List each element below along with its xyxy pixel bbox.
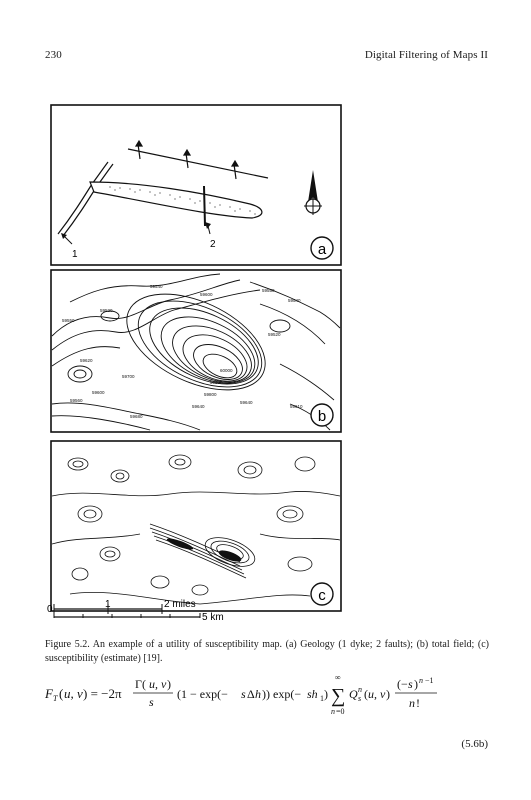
svg-text:s: s [358,694,362,703]
panel-a-label: a [317,241,327,258]
svg-text:(: ( [364,687,368,701]
svg-text:59540: 59540 [288,298,301,303]
svg-text:n: n [358,685,362,694]
svg-text:Q: Q [349,687,358,701]
svg-text:60000: 60000 [220,368,233,373]
svg-text:59620: 59620 [80,358,93,363]
svg-text:59550: 59550 [62,318,75,323]
svg-text:59560: 59560 [70,398,83,403]
scale-miles-0: 0 [47,604,53,615]
svg-text:59610: 59610 [290,404,303,409]
svg-text:59700: 59700 [122,374,135,379]
svg-text:s: s [149,695,154,709]
svg-text:(: ( [59,686,64,701]
panel-b-label: b [317,408,327,425]
scale-miles-1: 1 [105,599,111,610]
svg-text:59680: 59680 [130,414,143,419]
svg-text:59600: 59600 [92,390,105,395]
svg-text:)) exp(−: )) exp(− [262,687,302,701]
svg-text:h: h [255,687,261,701]
fault-label: 2 [210,239,216,250]
svg-text:u, v: u, v [149,677,167,691]
svg-text:59550: 59550 [262,288,275,293]
svg-text:Γ(: Γ( [135,677,146,691]
svg-text:59640: 59640 [240,400,253,405]
svg-text:s: s [408,677,413,691]
svg-text:u, v: u, v [64,686,83,701]
svg-text:n: n [419,676,423,685]
svg-text:59600: 59600 [200,292,213,297]
scale-miles-2: 2 miles [164,599,196,610]
svg-text:59640: 59640 [192,404,205,409]
panel-a [51,105,341,265]
svg-text:F: F [45,686,53,701]
svg-text:n: n [409,696,415,710]
svg-text:−1: −1 [425,676,434,685]
running-title: Digital Filtering of Maps II [364,49,488,61]
page-number: 230 [45,49,62,61]
svg-text:u, v: u, v [368,687,386,701]
svg-text:n: n [331,707,335,716]
svg-text:!: ! [416,696,420,710]
svg-text:): ) [324,687,328,701]
svg-text:59520: 59520 [100,308,113,313]
svg-text:∑: ∑ [331,685,346,707]
svg-text:∞: ∞ [335,673,341,682]
svg-text:1: 1 [320,694,324,703]
svg-text:T: T [53,694,58,703]
svg-text:): ) [414,677,418,691]
svg-text:(1 − exp(−: (1 − exp(− [177,687,228,701]
svg-text:sh: sh [307,687,318,701]
figure-caption: Figure 5.2. An example of a utility of susceptibility map. (a) Geology (1 dyke; 2 faults); (b) total field; (c) susceptibility (estimate) [19]. [45,639,489,664]
figure [47,104,342,623]
equation [45,670,489,720]
scale-km-5: 5 km [202,612,224,623]
svg-text:59540: 59540 [150,284,163,289]
svg-text:): ) [167,677,171,691]
svg-text:59800: 59800 [204,392,217,397]
panel-b [51,270,341,432]
equation-number: (5.6b) [461,738,488,750]
svg-text:59900: 59900 [210,380,223,385]
panel-c [51,441,341,611]
svg-text:) = −2π: ) = −2π [83,686,122,701]
dyke-label: 1 [72,249,78,260]
fault-marker [204,186,205,226]
svg-text:): ) [386,687,390,701]
svg-text:(−: (− [397,677,408,691]
svg-text:Δ: Δ [247,687,255,701]
panel-c-label: c [318,587,326,604]
svg-text:=0: =0 [336,707,345,716]
svg-text:59520: 59520 [268,332,281,337]
svg-text:s: s [241,687,246,701]
